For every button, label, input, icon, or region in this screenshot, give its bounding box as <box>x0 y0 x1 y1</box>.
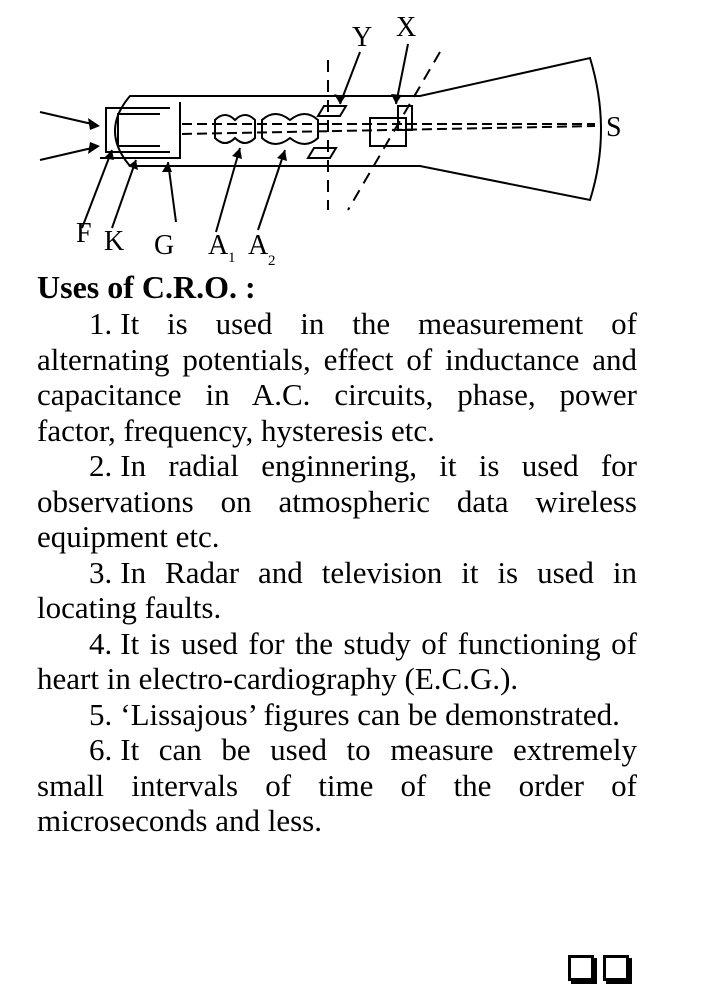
use-number-label: 6. <box>89 732 113 767</box>
use-text: It is used in the measurement of alternating potentials, effect of inductance and capacitance in A.C. circuits, phase, power factor, frequency, hysteresis etc. <box>37 306 637 448</box>
use-text: It can be used to measure extremely small intervals of time of the order of microseconds and less. <box>37 732 637 838</box>
tube-outline <box>115 58 601 200</box>
beam-bottom <box>182 126 595 134</box>
label-x: X <box>396 12 417 43</box>
anode-a1 <box>215 115 255 143</box>
use-item <box>37 732 637 839</box>
section-heading: Uses of C.R.O. : <box>37 269 256 305</box>
use-item <box>37 626 637 697</box>
end-box-icon <box>603 955 629 981</box>
use-number-label: 5. <box>89 696 113 732</box>
use-number-label: 2. <box>89 448 113 483</box>
label-f: F <box>76 218 92 249</box>
use-number-label: 1. <box>89 306 113 341</box>
y-plate-top <box>318 106 346 116</box>
cro-diagram <box>0 0 718 275</box>
text-content <box>37 268 637 839</box>
x-axis-line <box>348 52 440 210</box>
label-s: S <box>606 112 622 143</box>
use-text: In radial enginnering, it is used for observations on atmospheric data wireless equipment etc. <box>37 448 637 554</box>
label-y: Y <box>352 22 373 53</box>
use-number-label: 4. <box>89 625 113 661</box>
use-text: ‘Lissajous’ figures can be demonstrated. <box>120 696 620 732</box>
anode-a2 <box>262 114 318 144</box>
end-box-icon <box>568 955 594 981</box>
label-a2-sub: 2 <box>268 253 276 269</box>
use-text: It is used for the study of functioning of heart in electro-cardiography (E.C.G.). <box>37 625 637 696</box>
label-a1: A <box>208 230 229 261</box>
end-marker <box>568 955 629 985</box>
label-k: K <box>104 226 125 257</box>
use-text: In Radar and television it is used in locating faults. <box>37 554 637 625</box>
use-item <box>37 448 637 555</box>
filament <box>118 114 160 146</box>
label-g: G <box>154 230 175 261</box>
use-item <box>37 555 637 626</box>
use-item <box>37 697 637 733</box>
y-plate-bottom <box>308 148 336 158</box>
use-item <box>37 306 637 448</box>
label-a2: A <box>248 230 269 261</box>
label-a1-sub: 1 <box>228 250 236 266</box>
use-number-label: 3. <box>89 554 113 590</box>
grid <box>100 102 180 158</box>
